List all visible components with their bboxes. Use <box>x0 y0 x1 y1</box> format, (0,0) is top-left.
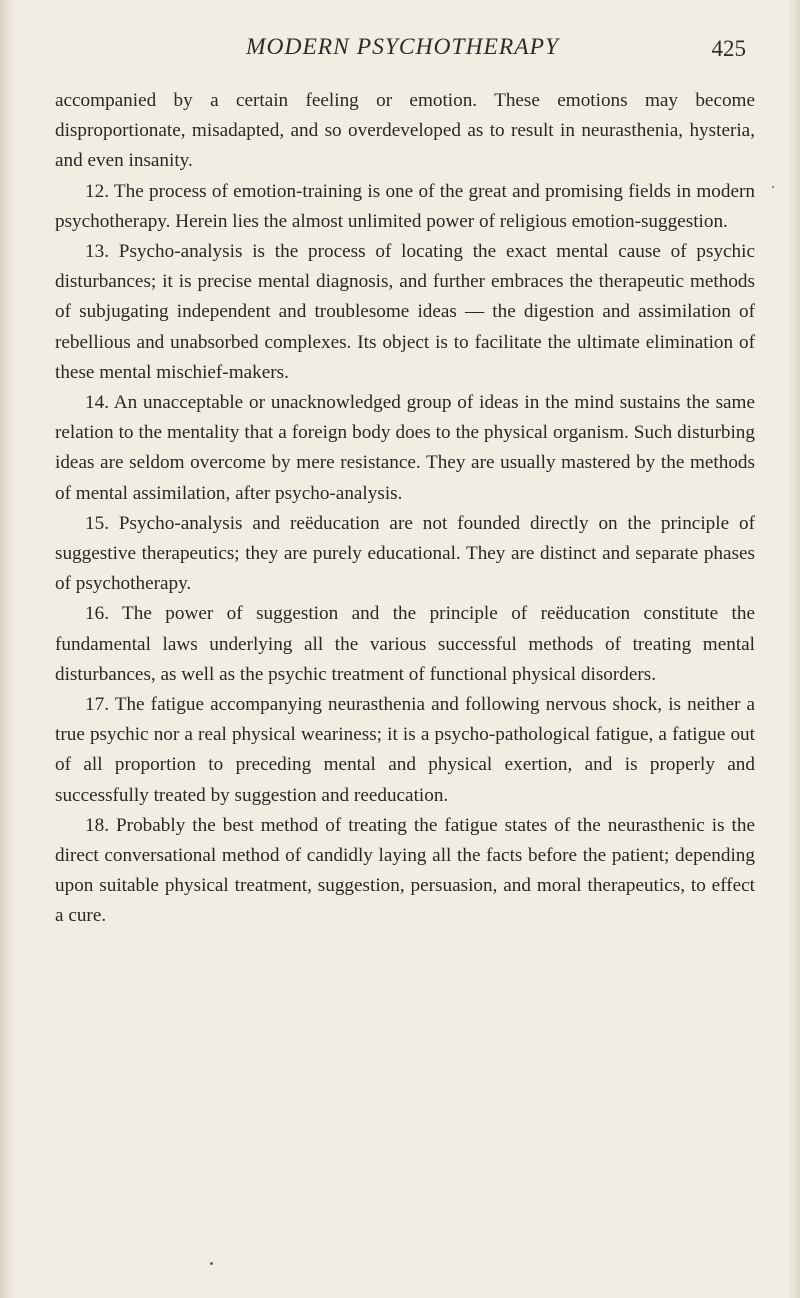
paper-speck <box>772 186 774 188</box>
page-number: 425 <box>711 36 746 61</box>
paragraph-16: 16. The power of suggestion and the principle of reëducation constitute the fundamental laws underlying all the various successful methods of treating mental disturbances, as well as the psychic treatment of functional physical disorders. <box>55 603 755 685</box>
paragraph-12: 12. The process of emotion-training is one of the great and promising fields in modern psychotherapy. Herein lies the almost unlimited power of religious emotion-suggestion. <box>55 180 755 232</box>
paragraph-13: 13. Psycho-analysis is the process of locating the exact mental cause of psychic disturbances; it is precise mental diagnosis, and further embraces the therapeutic methods of subjugating independent and troublesome ideas — the digestion and assimilation of rebellious and unabsorbed complexes. Its object is to facilitate the ultimate elimination of these mental mischief-makers. <box>55 241 755 383</box>
running-head <box>55 34 750 68</box>
body-text <box>55 86 755 932</box>
paragraph-continuation: accompanied by a certain feeling or emotion. These emotions may become disproportionate, misadapted, and so overdeveloped as to result in neurasthenia, hysteria, and even insanity. <box>55 90 755 172</box>
running-title: MODERN PSYCHOTHERAPY <box>245 34 560 60</box>
paragraph-14: 14. An unacceptable or unacknowledged group of ideas in the mind sustains the same relation to the mentality that a foreign body does to the physical organism. Such disturbing ideas are seldom overcome by mere resistance. They are usually mastered by the methods of mental assimilation, after psycho-analysis. <box>55 392 755 504</box>
page-edge-shadow-left <box>0 0 14 1298</box>
paragraph-15: 15. Psycho-analysis and reëducation are not founded directly on the principle of suggestive therapeutics; they are purely educational. They are distinct and separate phases of psychotherapy. <box>55 512 755 595</box>
paragraph-18: 18. Probably the best method of treating the fatigue states of the neurasthenic is the direct conversational method of candidly laying all the facts before the patient; depending upon suitable physical treatment, suggestion, persuasion, and moral therapeutics, to effect a cure. <box>55 814 755 927</box>
page-edge-shadow-right <box>788 0 800 1298</box>
paragraph-17: 17. The fatigue accompanying neurasthenia and following nervous shock, is neither a true psychic nor a real physical weariness; it is a psycho-pathological fatigue, a fatigue out of all proportion to preceding mental and physical exertion, and is properly and successfully treated by suggestion and reeducation. <box>55 694 755 806</box>
paper-speck <box>210 1262 213 1265</box>
